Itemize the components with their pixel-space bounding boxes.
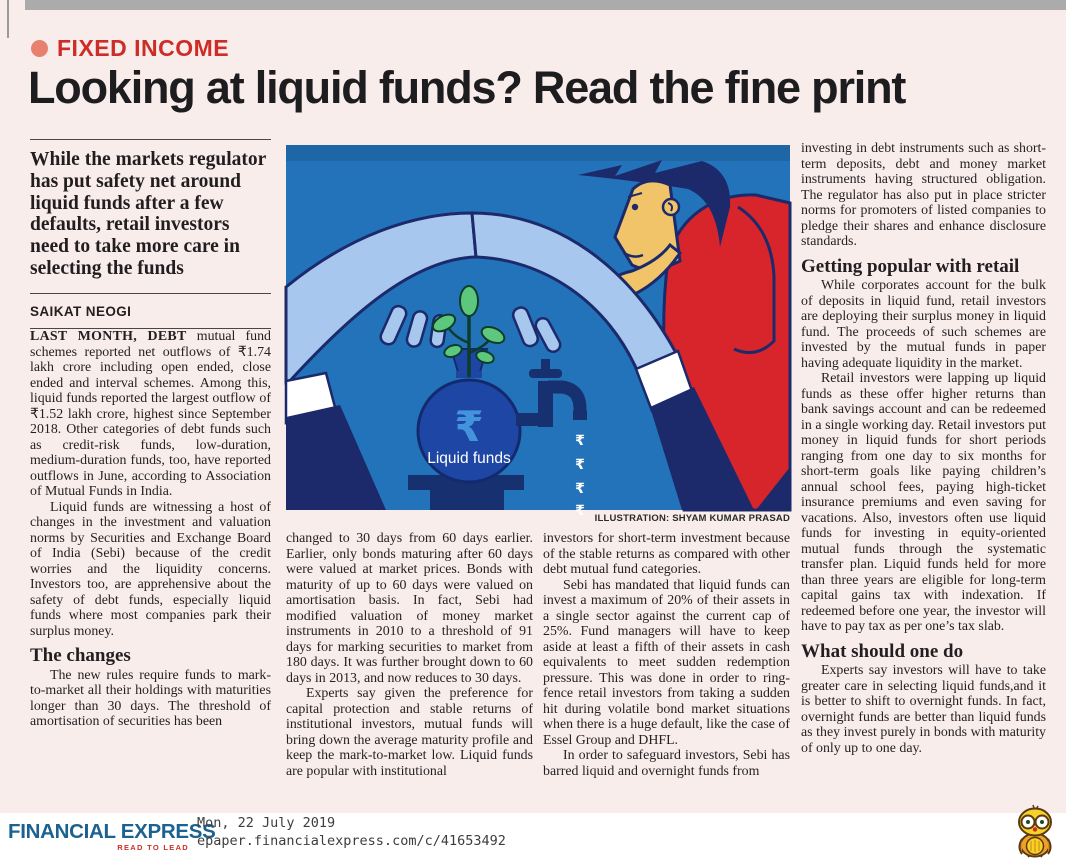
subhead-what-should-one-do: What should one do [801, 640, 964, 662]
epaper-footer [0, 813, 1066, 855]
column-2 [286, 531, 533, 779]
eye [632, 204, 638, 210]
column-3 [543, 531, 790, 779]
bullet-dot-icon [31, 40, 48, 57]
publisher-name: FINANCIAL EXPRESS [8, 820, 216, 843]
rupee-icon: ₹ [454, 402, 484, 451]
epaper-url: epaper.financialexpress.com/c/41653492 [197, 832, 506, 849]
publisher-tagline: READ TO LEAD [117, 843, 189, 852]
paragraph: Experts say given the preference for capital protection and stable returns of institutional investors, mutual funds will bring down the average maturity profile and keep the mark-to-market low. Liquid funds are popular with institutional [286, 686, 533, 779]
money-bag-label: Liquid funds [427, 450, 511, 467]
paragraph: changed to 30 days from 60 days earlier. Earlier, only bonds maturing after 60 days were valued at market prices. Bonds with maturity of up to 60 days were valued on amortisation basis. In fact, Sebi had modified valuation of money market instruments in 2010 to a threshold of 91 days for marking securities to market from 180 days. It was further brought down to 60 days in 2013, and now reduces to 30 days. [286, 531, 533, 686]
epaper-meta [197, 815, 506, 850]
issue-date: Mon, 22 July 2019 [197, 815, 336, 831]
column-4 [801, 141, 1046, 756]
svg-text:₹: ₹ [575, 503, 585, 519]
paragraph: investors for short-term investment because of the stable returns as compared with other debt mutual fund categories. [543, 531, 790, 577]
paragraph: Liquid funds are witnessing a host of changes in the investment and valuation norms by Securities and Exchange Board of India (Sebi) because of the credit worries and the liquidity concerns. Investors too, are apprehensive about the safety of debt funds, especially liquid funds where most companies park their surplus money. [30, 499, 271, 639]
owl-mascot-icon [1011, 805, 1059, 862]
paragraph-text: mutual fund schemes reported net outflows of ₹1.74 lakh crore including open ended, close ended and interval schemes. Among this, liquid funds reported the largest outflow of ₹1.52 lakh crore, highest since September 2018. Other categories of debt funds such as credit-risk funds, low-duration, medium-duration funds, too, have reported outflows in June, according to Association of Mutual Funds in India. [30, 329, 271, 500]
kicker-label: FIXED INCOME [57, 35, 230, 61]
paragraph [30, 329, 271, 500]
standfirst: While the markets regulator has put safety net around liquid funds after a few defaults, retail investors need to take more care in selecting the funds [30, 149, 266, 279]
paragraph-lead: LAST MONTH, DEBT [30, 329, 197, 345]
svg-text:₹: ₹ [575, 457, 585, 473]
paragraph: Experts say investors will have to take greater care in selecting liquid funds,and it is better to shift to overnight funds. In fact, overnight funds are better than liquid funds as they invest purely in bonds with maturity of only up to one day. [801, 663, 1046, 756]
paragraph: investing in debt instruments such as short-term deposits, debt and money market instruments having structured obligation. The regulator has also put in place stricter norms for promoters of listed companies to pledge their shares and enhance disclosure standards. [801, 141, 1046, 249]
byline: SAIKAT NEOGI [30, 303, 132, 319]
sky-band [286, 145, 790, 161]
paragraph: Retail investors were lapping up liquid funds as these offer higher returns than bank savings account and can be redeemed in a single working day. Retail investors put money in liquid funds for short periods ranging from one day to six months for short-term goals like paying children’s annual school fees, paying high-ticket insurance premiums and even saving for vacations. Also, investors often use liquid funds for investing in equity-oriented mutual funds through the systematic transfer plan. Liquid funds held for more than three years are eligible for long-term capital gains tax with indexation. If redeemed before one year, the investor will have to pay tax as per one’s tax slab. [801, 371, 1046, 634]
subhead-the-changes: The changes [30, 645, 131, 667]
svg-text:₹: ₹ [575, 481, 585, 497]
publisher-logo [8, 820, 216, 852]
svg-text:₹: ₹ [575, 433, 585, 449]
page-fold-mark [7, 0, 9, 38]
paragraph: Sebi has mandated that liquid funds can invest a maximum of 20% of their assets in a single sector against the current cap of 25%. Fund managers will have to keep aside at least a fifth of their assets in cash equivalents to meet sudden redemption pressure. This was done in order to ring-fence retail investors from taking a sudden hit during volatile bond market situations when there is a huge default, like the case of Essel Group and DHFL. [543, 577, 790, 748]
paragraph: The new rules require funds to mark-to-market all their holdings with maturities longer than 30 days. The threshold of amortisation of securities has been [30, 667, 271, 730]
article-headline: Looking at liquid funds? Read the fine print [28, 62, 906, 113]
paragraph: While corporates account for the bulk of deposits in liquid fund, retail investors are deploying their surplus money in liquid fund. The proceeds of such schemes are invested by the mutual funds in paper having adequate liquidity in the market. [801, 278, 1046, 371]
section-kicker [31, 35, 229, 62]
subhead-getting-popular: Getting popular with retail [801, 255, 1020, 277]
page-top-edge-bar [25, 0, 1066, 10]
paragraph: In order to safeguard investors, Sebi has barred liquid and overnight funds from [543, 748, 790, 779]
column-1 [30, 139, 271, 730]
illustration-credit: ILLUSTRATION: SHYAM KUMAR PRASAD [594, 513, 790, 524]
